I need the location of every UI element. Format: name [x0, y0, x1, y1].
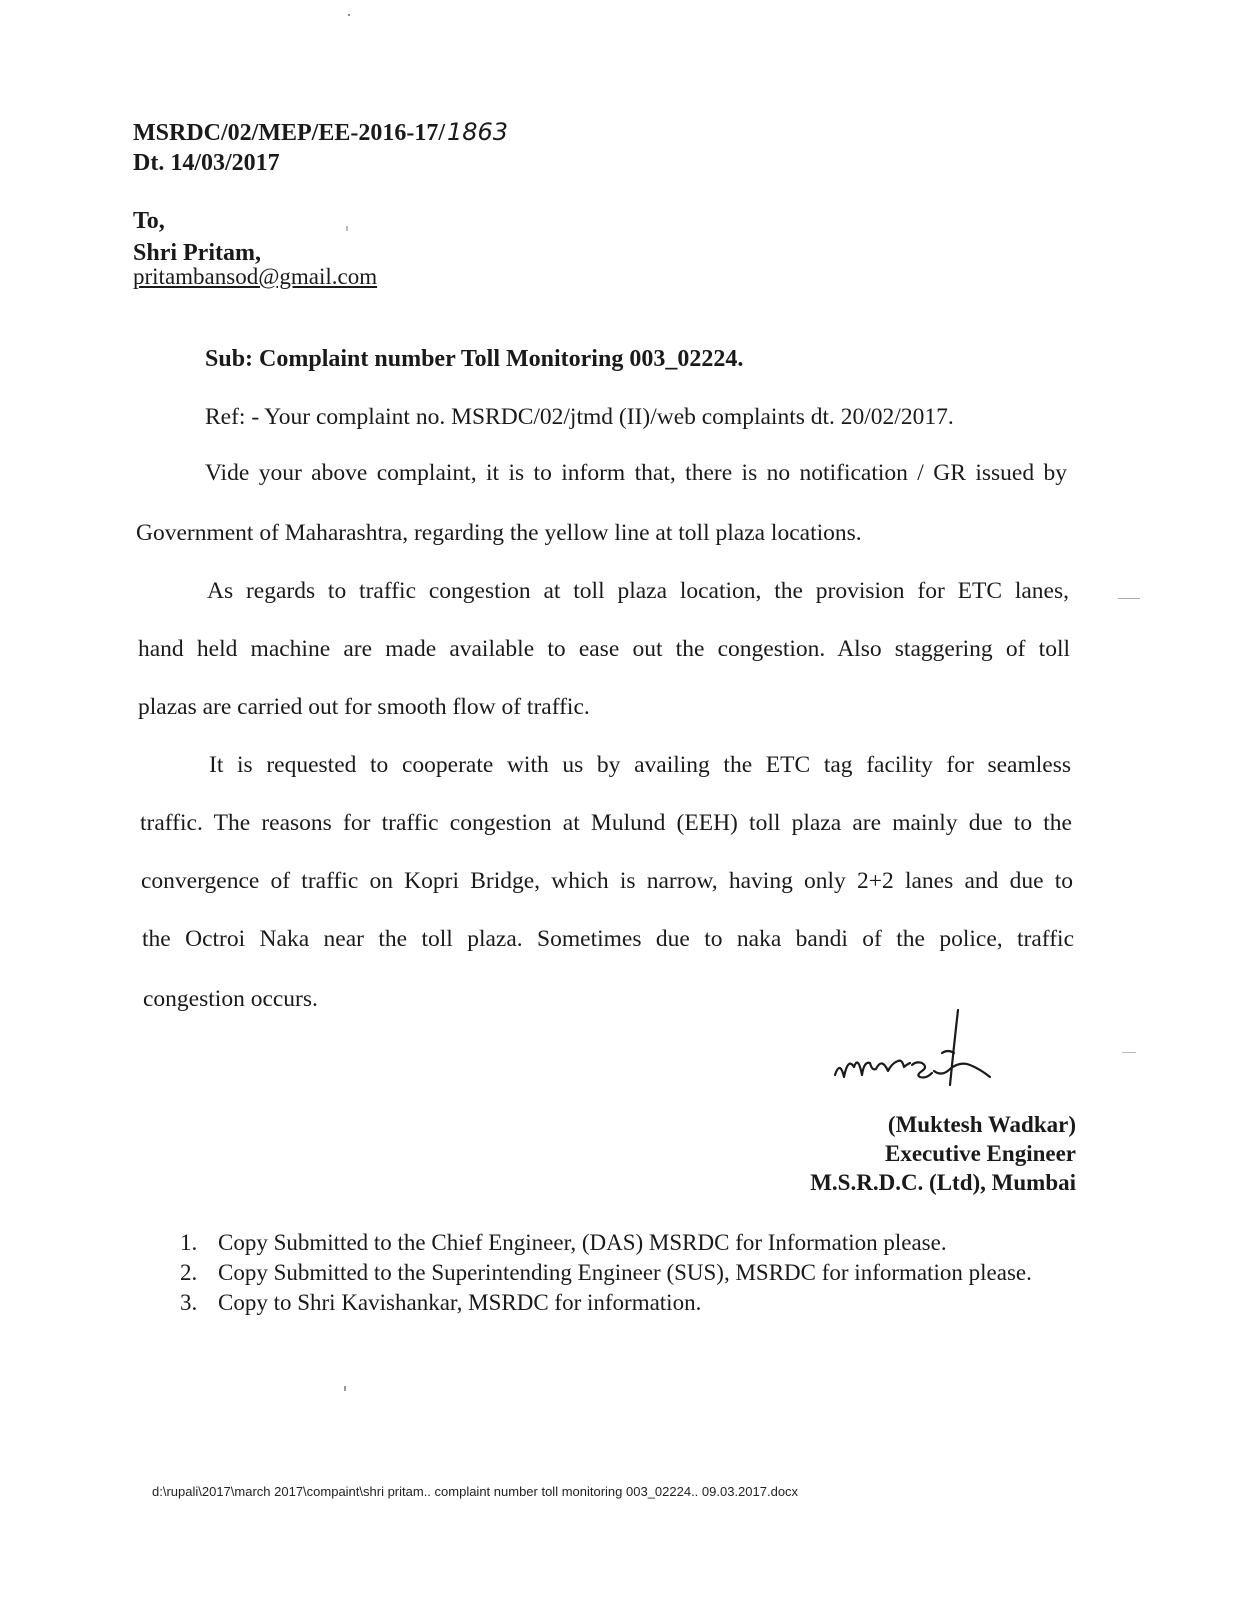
paragraph-2-line-3: plazas are carried out for smooth flow of traffic. — [138, 694, 590, 720]
reference-line: Ref: - Your complaint no. MSRDC/02/jtmd (II)/web complaints dt. 20/02/2017. — [205, 404, 954, 430]
recipient-name: Shri Pritam, — [133, 240, 261, 266]
copy-to-number: 3. — [180, 1290, 198, 1315]
paragraph-2-line-1: As regards to traffic congestion at toll plaza location, the provision for ETC lanes, — [207, 578, 1069, 604]
paragraph-3-line-1: It is requested to cooperate with us by availing the ETC tag facility for seamless — [209, 752, 1071, 778]
copy-to-number: 1. — [180, 1230, 198, 1255]
handwritten-reference-number: 1863 — [447, 118, 509, 146]
paragraph-3-line-5: congestion occurs. — [143, 986, 318, 1012]
scan-speck — [346, 226, 348, 231]
copy-to-number: 2. — [180, 1260, 198, 1285]
paragraph-3-line-2: traffic. The reasons for traffic congestion at Mulund (EEH) toll plaza are mainly due to the — [140, 810, 1072, 836]
signatory-block — [810, 1110, 1076, 1197]
copy-to-text: Copy Submitted to the Superintending Engineer (SUS), MSRDC for information please. — [218, 1260, 1032, 1285]
paragraph-1-line-2: Government of Maharashtra, regarding the yellow line at toll plaza locations. — [136, 520, 862, 546]
salutation-to: To, — [133, 208, 165, 234]
copy-to-text: Copy to Shri Kavishankar, MSRDC for information. — [218, 1290, 702, 1315]
reference-number-line — [133, 118, 508, 147]
handwritten-signature — [830, 1005, 1020, 1105]
signatory-name: (Muktesh Wadkar) — [887, 1112, 1076, 1137]
paragraph-3-line-3: convergence of traffic on Kopri Bridge, which is narrow, having only 2+2 lanes and due to — [141, 868, 1073, 894]
paragraph-2-line-2: hand held machine are made available to ease out the congestion. Also staggering of toll — [138, 636, 1070, 662]
file-path-footer: d:\rupali\2017\march 2017\compaint\shri pritam.. complaint number toll monitoring 003_02224.. 09.03.2017.docx — [152, 1484, 799, 1499]
copy-to-text: Copy Submitted to the Chief Engineer, (DAS) MSRDC for Information please. — [218, 1230, 947, 1255]
reference-number: MSRDC/02/MEP/EE-2016-17/ — [133, 120, 445, 146]
paragraph-1-line-1: Vide your above complaint, it is to inform that, there is no notification / GR issued by — [205, 460, 1067, 486]
scan-speck — [344, 1386, 346, 1391]
copy-to-item — [180, 1258, 1088, 1288]
letter-date: Dt. 14/03/2017 — [133, 150, 280, 176]
copy-to-item — [180, 1228, 1088, 1258]
copy-to-item — [180, 1288, 1088, 1318]
subject-line: Sub: Complaint number Toll Monitoring 003_02224. — [205, 346, 744, 372]
copy-to-list — [180, 1228, 1088, 1318]
scan-speck — [348, 14, 350, 16]
scan-speck — [1122, 1052, 1136, 1053]
scan-speck — [1118, 598, 1140, 599]
signatory-organization: M.S.R.D.C. (Ltd), Mumbai — [810, 1170, 1076, 1195]
signatory-designation: Executive Engineer — [885, 1141, 1076, 1166]
paragraph-3-line-4: the Octroi Naka near the toll plaza. Sometimes due to naka bandi of the police, traffic — [142, 926, 1074, 952]
recipient-email: pritambansod@gmail.com — [133, 264, 378, 289]
